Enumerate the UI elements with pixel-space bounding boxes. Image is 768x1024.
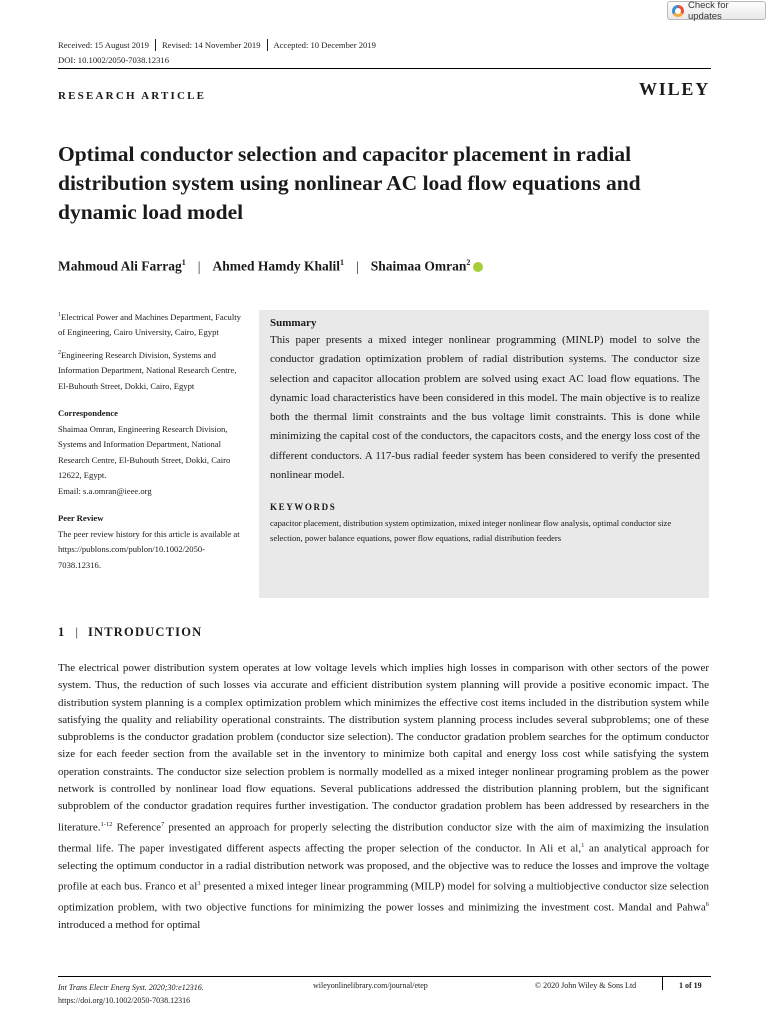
article-type: RESEARCH ARTICLE bbox=[58, 90, 207, 102]
citation-link[interactable]: 1-12 bbox=[100, 820, 113, 828]
check-for-updates-button[interactable] bbox=[667, 1, 766, 20]
keywords-heading: KEYWORDS bbox=[270, 502, 337, 513]
doi: DOI: 10.1002/2050-7038.12316 bbox=[58, 55, 169, 65]
author-separator: | bbox=[197, 258, 201, 274]
citation-link[interactable]: 7 bbox=[161, 820, 165, 828]
affiliation: $^1$Electrical Power and Machines Department, Faculty of Engineering, Cairo University, Cairo, Egypt bbox=[58, 311, 241, 338]
check-for-updates-label: Check for updates bbox=[687, 0, 729, 22]
copyright: © 2020 John Wiley & Sons Ltd bbox=[535, 981, 637, 990]
footer-rule bbox=[58, 976, 711, 977]
summary-text: This paper presents a mixed integer nonlinear programming (MINLP) model to solve the conductor gradation optimization problem of radial distribution systems. The conductor size selection and capacitor allocation problem are solved using exact AC load flow equations. The dynamic load characteristics have been considered in this model. The main objective is to realize both the thermal limit constraints and the bus voltage limit constraints. This is done while minimizing the capital cost of the conductors, the capacitors costs, and the energy loss cost of the different conductors. A 117-bus radial feeder system has been considered to verify the presented nonlinear model. bbox=[270, 334, 700, 482]
citation-link[interactable]: 3 bbox=[197, 879, 201, 887]
section-separator: | bbox=[75, 625, 78, 639]
journal-site-link[interactable]: wileyonlinelibrary.com/journal/etep bbox=[313, 981, 428, 990]
accepted-date: Accepted: 10 December 2019 bbox=[273, 40, 376, 50]
section-number: 1 bbox=[58, 625, 66, 639]
author[interactable]: Ahmed Hamdy Khalil$^1$ bbox=[212, 258, 344, 274]
received-date: Received: 15 August 2019 bbox=[58, 40, 149, 50]
correspondence-heading: Correspondence bbox=[58, 408, 118, 419]
summary-heading: Summary bbox=[270, 317, 317, 329]
section-title: INTRODUCTION bbox=[87, 625, 203, 639]
keywords-text: capacitor placement, distribution system optimization, mixed integer nonlinear flow analysis, optimal conductor size selection, power balance equations, power flow equations, radial distribution feeders bbox=[270, 518, 672, 544]
journal-citation: Int Trans Electr Energ Syst. 2020;30:e12316. bbox=[58, 983, 204, 992]
section-heading-introduction bbox=[58, 625, 202, 640]
page-number: 1 of 19 bbox=[679, 981, 702, 990]
author-list bbox=[58, 258, 483, 275]
doi-link[interactable]: https://doi.org/10.1002/2050-7038.12316 bbox=[58, 996, 191, 1005]
citation-link[interactable]: 6 bbox=[705, 900, 709, 908]
author[interactable]: Mahmoud Ali Farrag$^1$ bbox=[58, 258, 186, 274]
date-separator bbox=[267, 39, 268, 51]
author[interactable]: Shaimaa Omran$^2$ bbox=[370, 258, 471, 274]
correspondence-text: Shaimaa Omran, Engineering Research Division, Systems and Information Department, National Research Centre, El-Buhouth Street, Dokki, Cairo 12622, Egypt. bbox=[58, 423, 231, 481]
author-separator: | bbox=[355, 258, 359, 274]
article-info-column bbox=[58, 308, 248, 578]
orcid-icon[interactable] bbox=[473, 262, 483, 272]
footer-separator bbox=[662, 976, 663, 990]
header-rule bbox=[58, 68, 711, 69]
paper-title: Optimal conductor selection and capacitor placement in radial distribution system using nonlinear AC load flow equations and dynamic load model bbox=[58, 142, 641, 224]
revised-date: Revised: 14 November 2019 bbox=[161, 40, 261, 50]
crossmark-icon bbox=[672, 5, 684, 17]
citation-link[interactable]: 1 bbox=[581, 841, 585, 849]
affiliation: $^2$Engineering Research Division, Systems and Information Department, National Research Centre, El-Buhouth Street, Dokki, Cairo, Egypt bbox=[58, 349, 237, 391]
peer-review-text: The peer review history for this article is available at https://publons.com/publon/10.1002/2050-7038.12316. bbox=[58, 528, 240, 570]
article-dates bbox=[58, 39, 376, 51]
summary-box bbox=[259, 310, 709, 598]
footer-citation bbox=[58, 981, 204, 1007]
publisher-logo: WILEY bbox=[638, 79, 710, 99]
introduction-paragraph: The electrical power distribution system operates at low voltage levels which implies high losses in comparison with other sectors of the power system. Thus, the reduction of such losses via accurate and efficient distribution system planning will provide a positive economic impact. The distribution system planning is a complex optimization problem which minimizes the effective cost items included in the distribution system while satisfying the quality and reliability operational constraints. The distribution system planning process includes several subproblems; one of these subproblems is the conductor gradation problem (conductor size selection). The conductor gradation problem searches for the optimum conductor size for each feeder section from the available set in the inventory to minimize both capital and energy loss cost while satisfying the system operation constraints. The conductor size selection problem is normally modelled as a mixed integer nonlinear programing problem as the power network is controlled by nonlinear load flow equations. Several publications addressed the distribution planning problem, but the significant subproblem of the conductor gradation requires further investigation. The conductor gradation problem has been addressed by researchers in the literature.$^{1-12}$ Reference$^7$ presented an approach for properly selecting the distribution conductor size with the aim of maximizing the insulation thermal life. The paper investigated different aspects affecting the proper selection of the conductor. In Ali et al,$^1$ an analytical approach for selecting the optimum conductor in a radial distribution network was proposed, and the objective was to reduce the losses and improve the voltage profile at each bus. Franco et $al^3$ presented a mixed integer linear programming (MILP) model for solving a multiobjective conductor size selection optimization problem, with two objective functions for minimizing the power losses and minimizing the investment cost. Mandal and Pahwa$^6$ introduced a method for optimal bbox=[58, 662, 710, 931]
date-separator bbox=[155, 39, 156, 51]
correspondence-email[interactable]: Email: s.a.omran@ieee.org bbox=[58, 485, 152, 496]
peer-review-heading: Peer Review bbox=[58, 513, 104, 524]
